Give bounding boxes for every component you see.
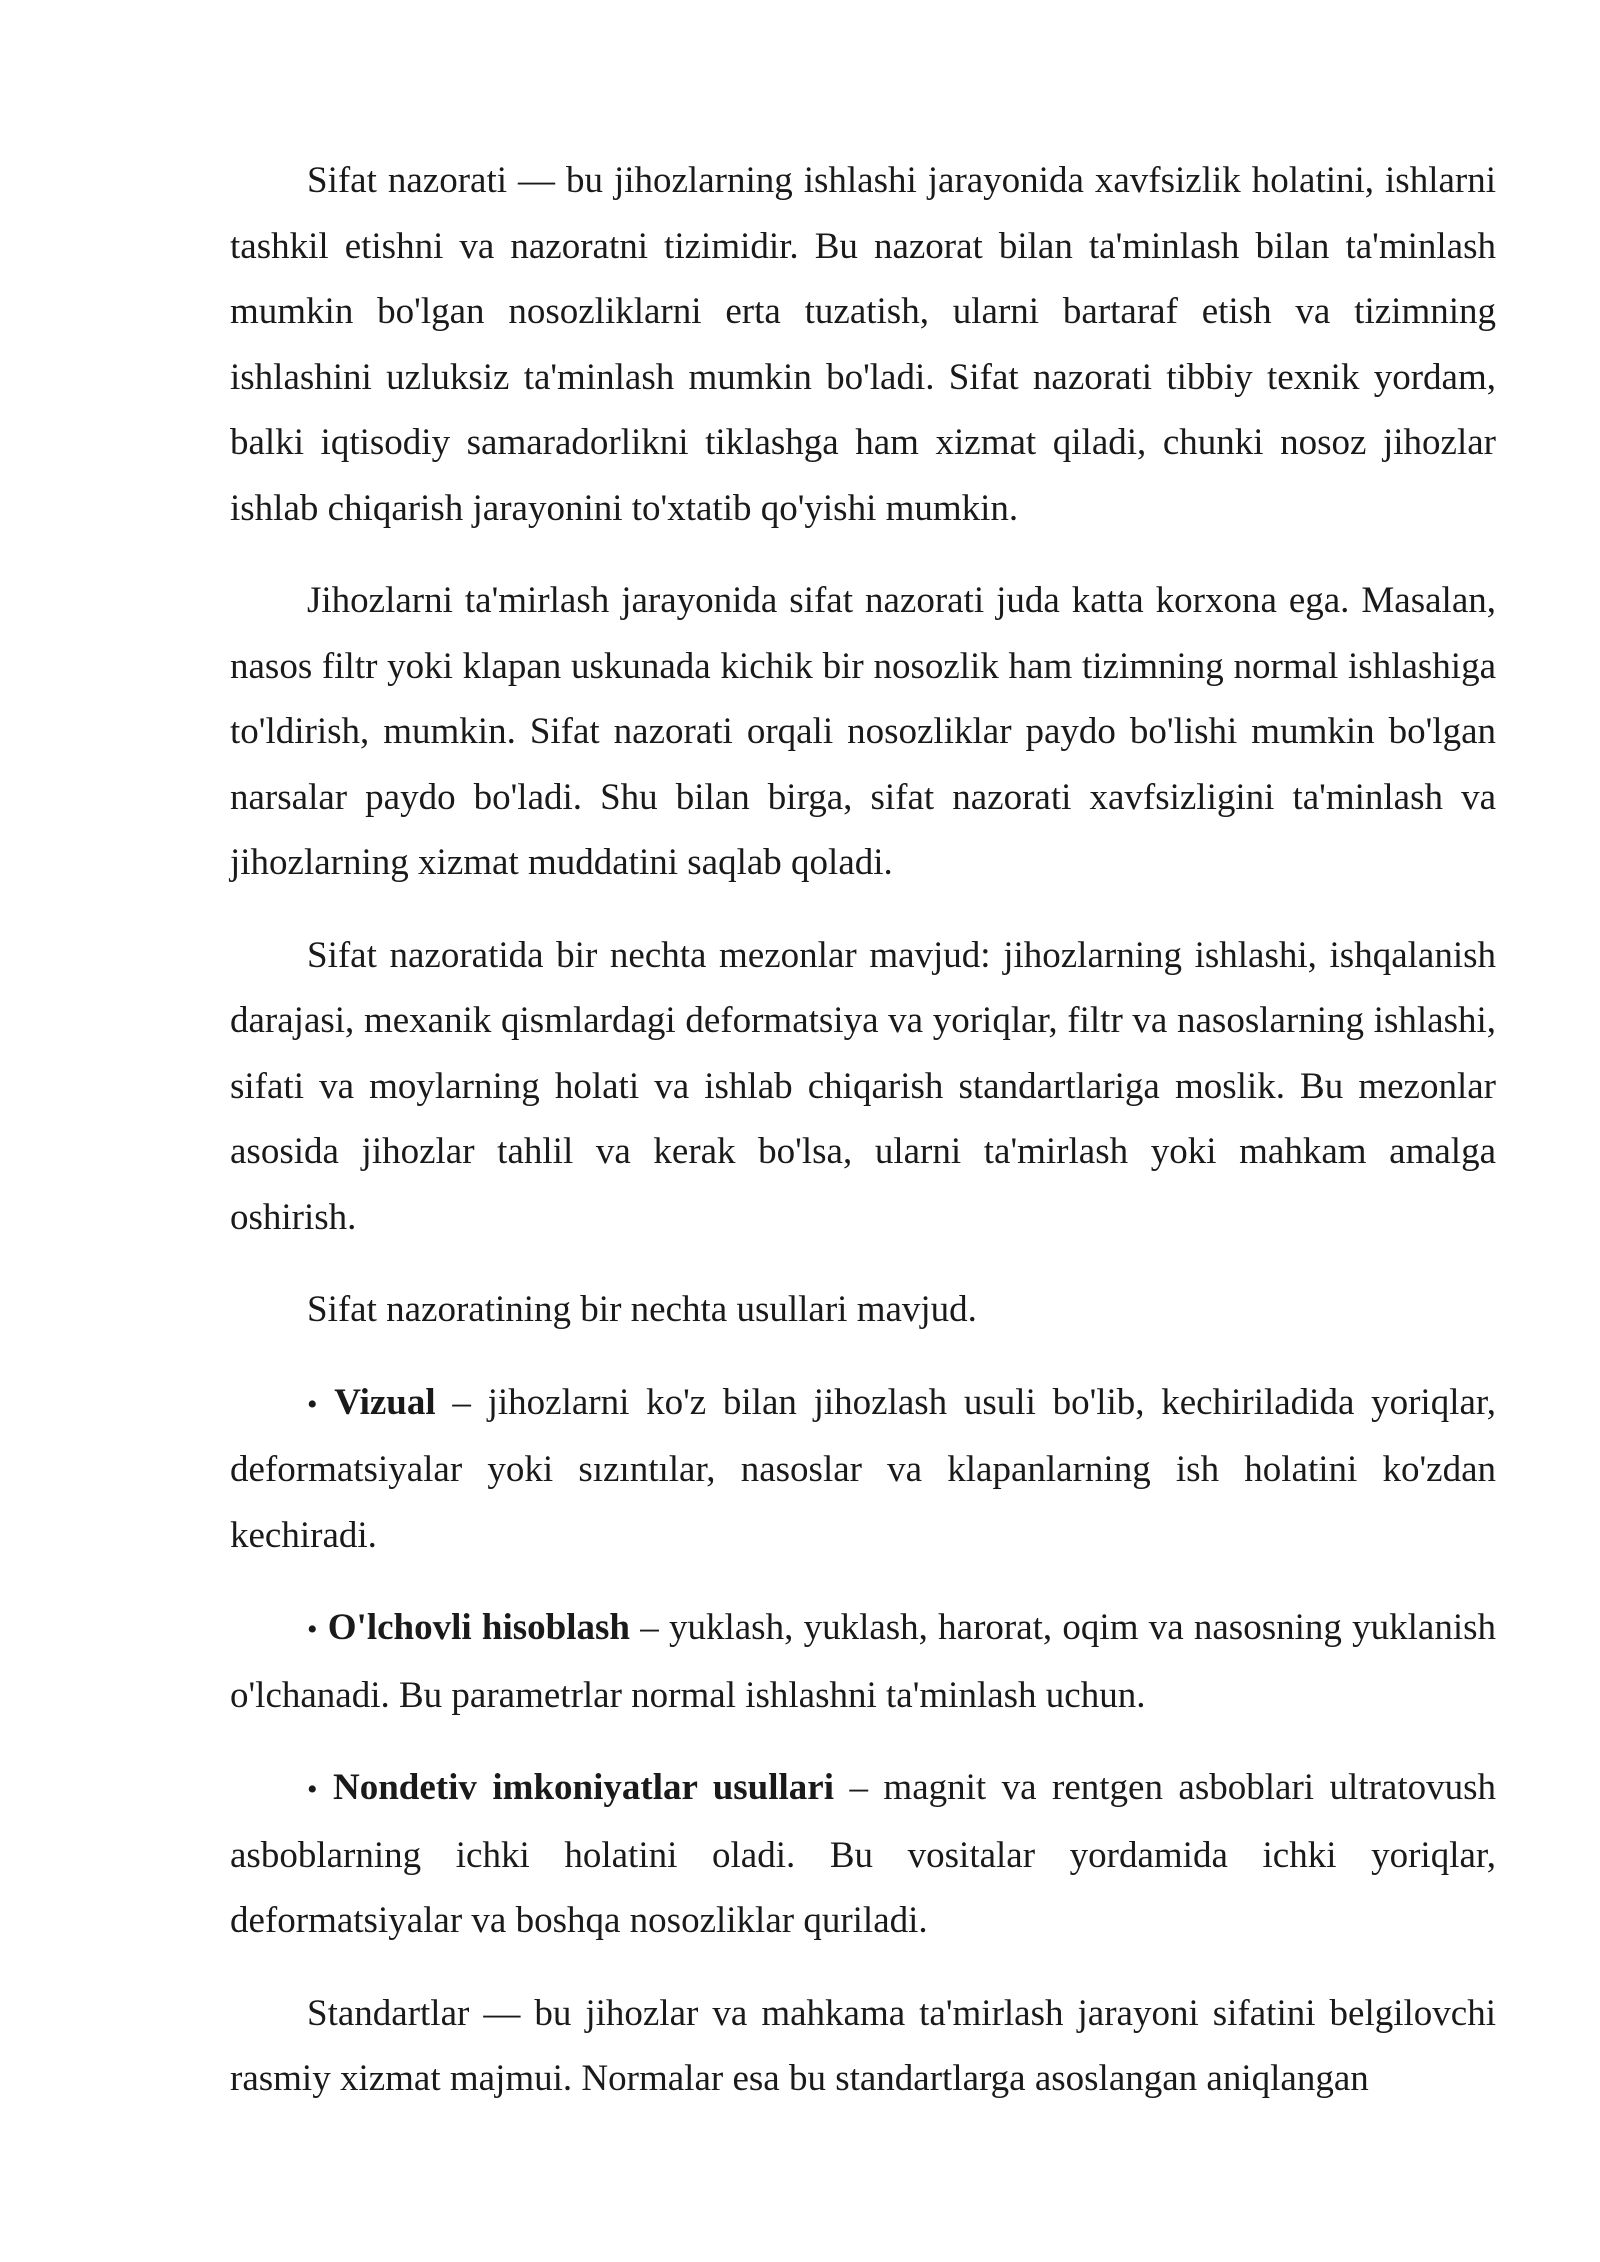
paragraph-criteria: Sifat nazoratida bir nechta mezonlar mavjud: jihozlarning ishlashi, ishqalanish darajasi, mexanik qismlardagi deformatsiya va yoriqlar, filtr va nasoslarning ishlashi, sifati va moylarning holati va ishlab chiqarish standartlariga moslik. Bu mezonlar asosida jihozlar tahlil va kerak bo'lsa, ularni ta'mirlash yoki mahkam amalga oshirish. bbox=[230, 934, 1496, 1238]
method-description: – yuklash, yuklash, harorat, oqim va nasosning yuklanish o'lchanadi. Bu parametrlar normal ishlashni ta'minlash uchun. bbox=[230, 1607, 1496, 1716]
paragraph-repair-importance: Jihozlarni ta'mirlash jarayonida sifat nazorati juda katta korxona ega. Masalan, nasos filtr yoki klapan uskunada kichik bir nosozlik ham tizimning normal ishlashiga to'ldirish, mumkin. Sifat nazorati orqali nosozliklar paydo bo'lishi mumkin bo'lgan narsalar paydo bo'ladi. Shu bilan birga, sifat nazorati xavfsizligini ta'minlash va jihozlarning xizmat muddatini saqlab qoladi. bbox=[230, 580, 1496, 883]
bullet-icon: • bbox=[307, 1773, 318, 1806]
method-item-visual bbox=[230, 1370, 1496, 1569]
method-item-nondestructive bbox=[230, 1755, 1496, 1954]
bullet-icon: • bbox=[307, 1387, 318, 1421]
method-description: – magnit va rentgen asboblari ultratovush asboblarning ichki holatini oladi. Bu vositalar yordamida ichki yoriqlar, deformatsiyalar va boshqa nosozliklar quriladi. bbox=[230, 1767, 1497, 1941]
document-page bbox=[230, 148, 1496, 2112]
method-term: Vizual bbox=[334, 1381, 436, 1423]
method-item-measurement bbox=[230, 1595, 1496, 1728]
paragraph-standards: Standartlar — bu jihozlar va mahkama ta'mirlash jarayoni sifatini belgilovchi rasmiy xizmat majmui. Normalar esa bu standartlarga asoslangan aniqlangan bbox=[230, 1992, 1496, 2099]
paragraph-quality-control-definition: Sifat nazorati — bu jihozlarning ishlashi jarayonida xavfsizlik holatini, ishlarni tashkil etishni va nazoratni tizimidir. Bu nazorat bilan ta'minlash bilan ta'minlash mumkin bo'lgan nosozliklarni erta tuzatish, ularni bartaraf etish va tizimning ishlashini uzluksiz ta'minlash mumkin bo'ladi. Sifat nazorati tibbiy texnik yordam, balki iqtisodiy samaradorlikni tiklashga ham xizmat qiladi, chunki nosoz jihozlar ishlab chiqarish jarayonini to'xtatib qo'yishi mumkin. bbox=[230, 160, 1496, 529]
method-description: – jihozlarni ko'z bilan jihozlash usuli bo'lib, kechiriladida yoriqlar, deformatsiyalar yoki sızıntılar, nasoslar va klapanlarning ish holatini ko'zdan kechiradi. bbox=[230, 1381, 1496, 1556]
paragraph-methods-intro: Sifat nazoratining bir nechta usullari mavjud. bbox=[307, 1289, 977, 1330]
method-term: Nondetiv imkoniyatlar usullari bbox=[332, 1767, 835, 1808]
method-term: O'lchovli hisoblash bbox=[327, 1607, 630, 1648]
bullet-icon: • bbox=[307, 1613, 318, 1646]
